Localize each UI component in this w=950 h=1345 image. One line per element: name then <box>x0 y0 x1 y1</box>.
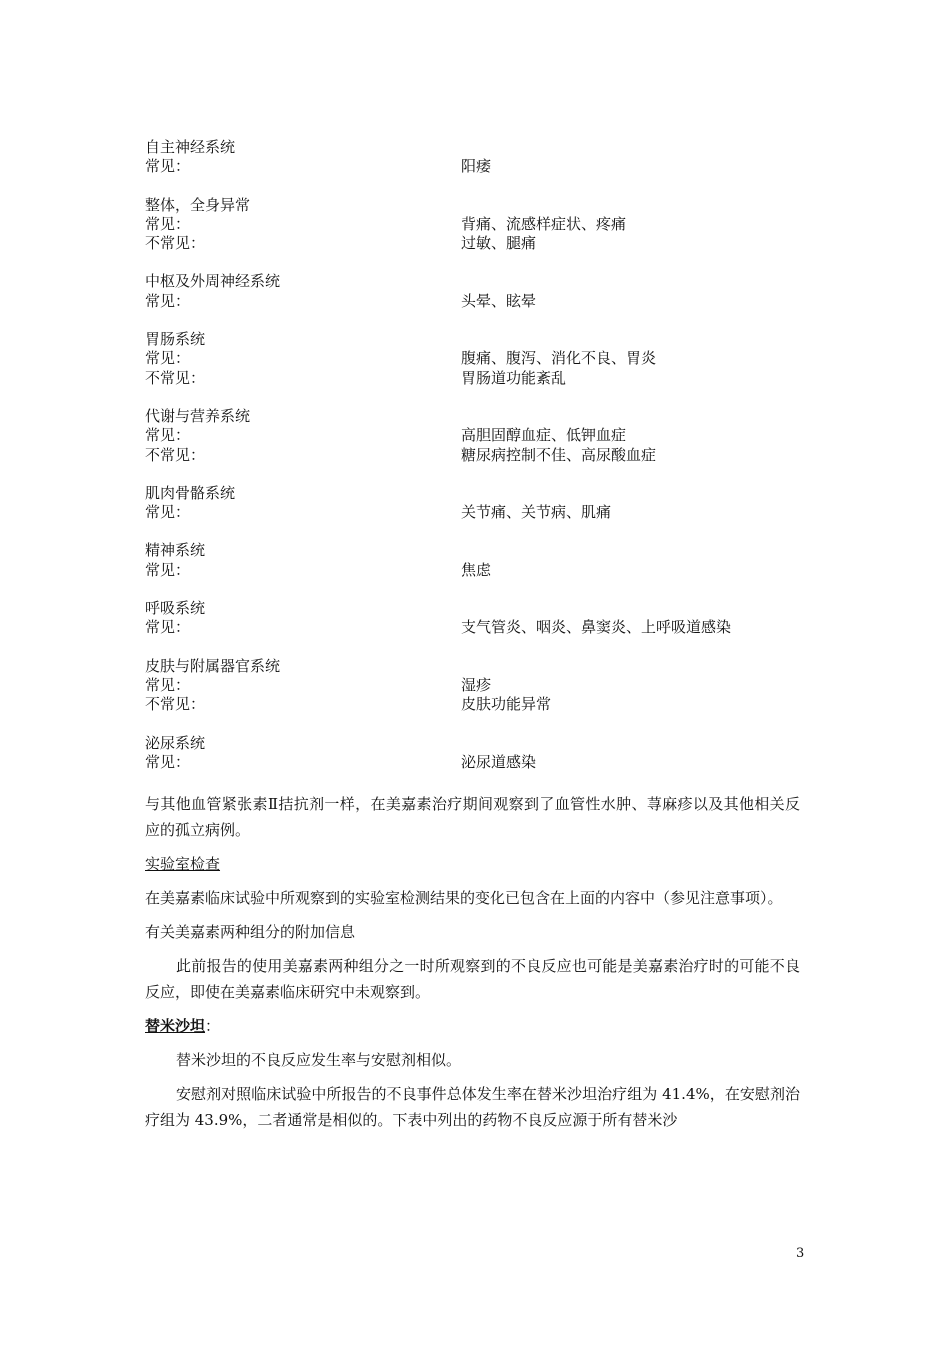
system-name: 呼吸系统 <box>145 599 206 618</box>
frequency-row <box>145 695 800 714</box>
additional-info-heading: 有关美嘉素两种组分的附加信息 <box>145 923 356 942</box>
frequency-row <box>145 292 800 311</box>
system-block <box>145 330 800 388</box>
system-block <box>145 657 800 715</box>
system-name: 泌尿系统 <box>145 733 206 752</box>
frequency-label: 常见： <box>145 503 191 522</box>
reaction-list: 背痛、流感样症状、疼痛 <box>461 214 627 233</box>
telmisartan-paragraph-2: 安慰剂对照临床试验中所报告的不良事件总体发生率在替米沙坦治疗组为 41.4%，在安慰剂治疗组为 43.9%，二者通常是相似的。下表中列出的药物不良反应源于所有替米沙 <box>145 1085 800 1130</box>
page-number: 3 <box>796 1246 805 1261</box>
system-name: 胃肠系统 <box>145 330 206 349</box>
additional-info-paragraph: 此前报告的使用美嘉素两种组分之一时所观察到的不良反应也可能是美嘉素治疗时的可能不良反应，即使在美嘉素临床研究中未观察到。 <box>145 957 800 1002</box>
system-name: 皮肤与附属器官系统 <box>145 656 281 675</box>
frequency-row <box>145 676 800 695</box>
frequency-row <box>145 369 800 388</box>
lab-paragraph: 在美嘉素临床试验中所观察到的实验室检测结果的变化已包含在上面的内容中（参见注意事项）。 <box>145 889 783 908</box>
reaction-list: 过敏、腿痛 <box>461 234 537 253</box>
frequency-label: 常见： <box>145 426 191 445</box>
system-block <box>145 138 800 177</box>
reaction-list: 胃肠道功能紊乱 <box>461 368 567 387</box>
system-block <box>145 541 800 580</box>
frequency-row <box>145 561 800 580</box>
frequency-label: 常见： <box>145 618 191 637</box>
system-name: 肌肉骨骼系统 <box>145 483 236 502</box>
frequency-row <box>145 349 800 368</box>
frequency-row <box>145 426 800 445</box>
reaction-list: 关节痛、关节病、肌痛 <box>461 503 612 522</box>
frequency-row <box>145 446 800 465</box>
reaction-list: 头晕、眩晕 <box>461 291 537 310</box>
telmisartan-paragraph-1: 替米沙坦的不良反应发生率与安慰剂相似。 <box>176 1051 462 1070</box>
adverse-reaction-list <box>145 138 800 772</box>
system-name: 精神系统 <box>145 541 206 560</box>
frequency-row <box>145 234 800 253</box>
system-name: 代谢与营养系统 <box>145 406 251 425</box>
system-name: 中枢及外周神经系统 <box>145 272 281 291</box>
system-name: 自主神经系统 <box>145 138 236 156</box>
system-block <box>145 599 800 638</box>
frequency-label: 不常见： <box>145 445 206 464</box>
reaction-list: 皮肤功能异常 <box>461 695 552 714</box>
reaction-list: 泌尿道感染 <box>461 752 537 771</box>
reaction-list: 阳痿 <box>461 157 492 176</box>
frequency-label: 常见： <box>145 291 191 310</box>
system-block <box>145 196 800 254</box>
reaction-list: 支气管炎、咽炎、鼻窦炎、上呼吸道感染 <box>461 618 732 637</box>
frequency-row <box>145 215 800 234</box>
lab-heading: 实验室检查 <box>145 855 221 874</box>
frequency-label: 常见： <box>145 349 191 368</box>
page-content <box>145 138 800 1141</box>
frequency-row <box>145 503 800 522</box>
reaction-list: 糖尿病控制不佳、高尿酸血症 <box>461 445 657 464</box>
system-block <box>145 407 800 465</box>
frequency-row <box>145 618 800 637</box>
reaction-list: 高胆固醇血症、低钾血症 <box>461 426 627 445</box>
reaction-list: 腹痛、腹泻、消化不良、胃炎 <box>461 349 657 368</box>
frequency-label: 常见： <box>145 214 191 233</box>
frequency-label: 常见： <box>145 157 191 176</box>
system-block <box>145 272 800 311</box>
system-block <box>145 484 800 523</box>
frequency-row <box>145 753 800 772</box>
arb-paragraph: 与其他血管紧张素Ⅱ拮抗剂一样，在美嘉素治疗期间观察到了血管性水肿、荨麻疹以及其他相关反应的孤立病例。 <box>145 795 800 840</box>
reaction-list: 湿疹 <box>461 675 492 694</box>
telmisartan-heading: 替米沙坦： <box>145 1017 221 1036</box>
frequency-label: 常见： <box>145 560 191 579</box>
system-name: 整体，全身异常 <box>145 195 251 214</box>
frequency-label: 不常见： <box>145 368 206 387</box>
frequency-label: 不常见： <box>145 234 206 253</box>
system-block <box>145 734 800 773</box>
frequency-row <box>145 157 800 176</box>
frequency-label: 常见： <box>145 752 191 771</box>
frequency-label: 常见： <box>145 675 191 694</box>
reaction-list: 焦虑 <box>461 560 492 579</box>
frequency-label: 不常见： <box>145 695 206 714</box>
